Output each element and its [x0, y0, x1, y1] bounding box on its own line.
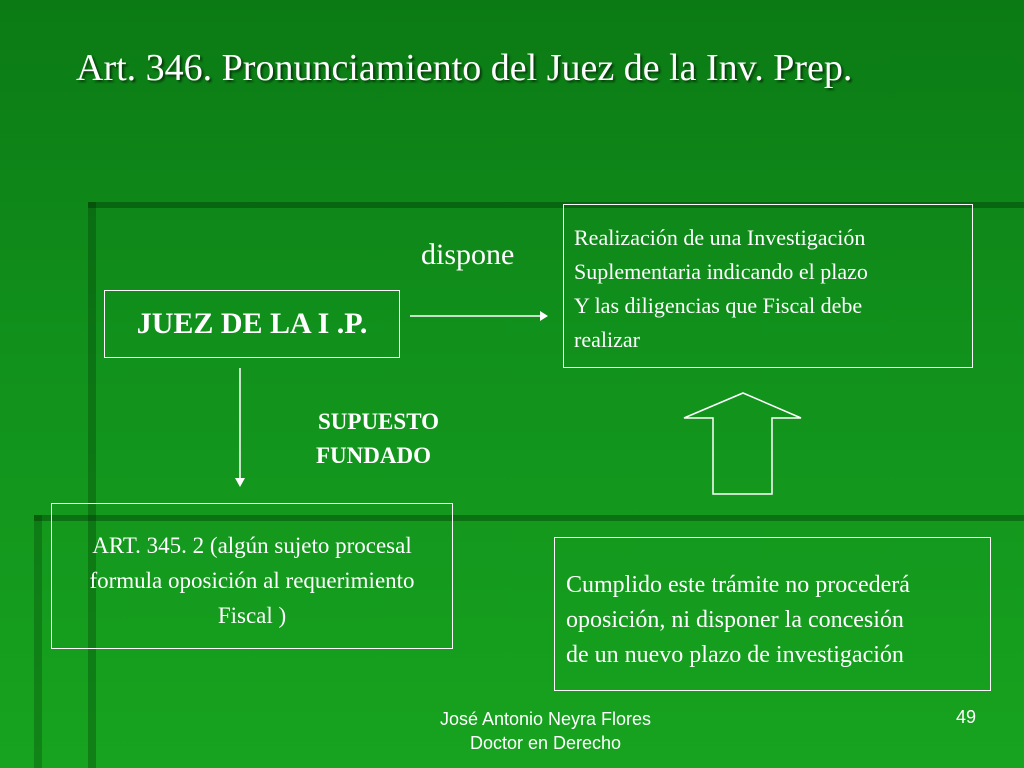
supuesto-line-2: FUNDADO — [316, 443, 431, 468]
investigacion-suplementaria-box — [563, 204, 973, 368]
supuesto-fundado-label — [316, 405, 439, 473]
juez-label: JUEZ DE LA I .P. — [136, 307, 368, 340]
investigacion-line-1: Realización de una Investigación — [574, 225, 866, 250]
cumplido-tramite-box — [554, 537, 991, 691]
footer-author — [383, 707, 708, 755]
supuesto-line-1: SUPUESTO — [318, 409, 440, 434]
investigacion-line-4: realizar — [574, 327, 640, 352]
author-name: José Antonio Neyra Flores — [439, 709, 652, 729]
cumplido-line-3: de un nuevo plazo de investigación — [566, 642, 904, 668]
background-band-left — [88, 202, 96, 768]
art-line-1: ART. 345. 2 (algún sujeto procesal — [92, 533, 412, 558]
slide-title: Art. 346. Pronunciamiento del Juez de la Inv. Prep. — [76, 47, 853, 89]
author-title: Doctor en Derecho — [469, 733, 622, 753]
investigacion-line-2: Suplementaria indicando el plazo — [574, 259, 868, 284]
cumplido-line-1: Cumplido este trámite no procederá — [566, 572, 910, 598]
juez-box — [104, 290, 400, 358]
art-line-2: formula oposición al requerimiento — [89, 568, 415, 593]
art-line-3: Fiscal ) — [217, 603, 287, 628]
down-arrow-icon — [230, 366, 250, 490]
background-band-middle-left — [34, 515, 42, 768]
investigacion-line-3: Y las diligencias que Fiscal debe — [574, 293, 863, 318]
block-up-arrow-icon — [680, 390, 806, 498]
page-number: 49 — [956, 707, 977, 727]
art-345-box — [51, 503, 453, 649]
right-arrow-icon — [408, 304, 550, 328]
dispone-label: dispone — [421, 238, 515, 271]
cumplido-line-2: oposición, ni disponer la concesión — [566, 607, 904, 633]
